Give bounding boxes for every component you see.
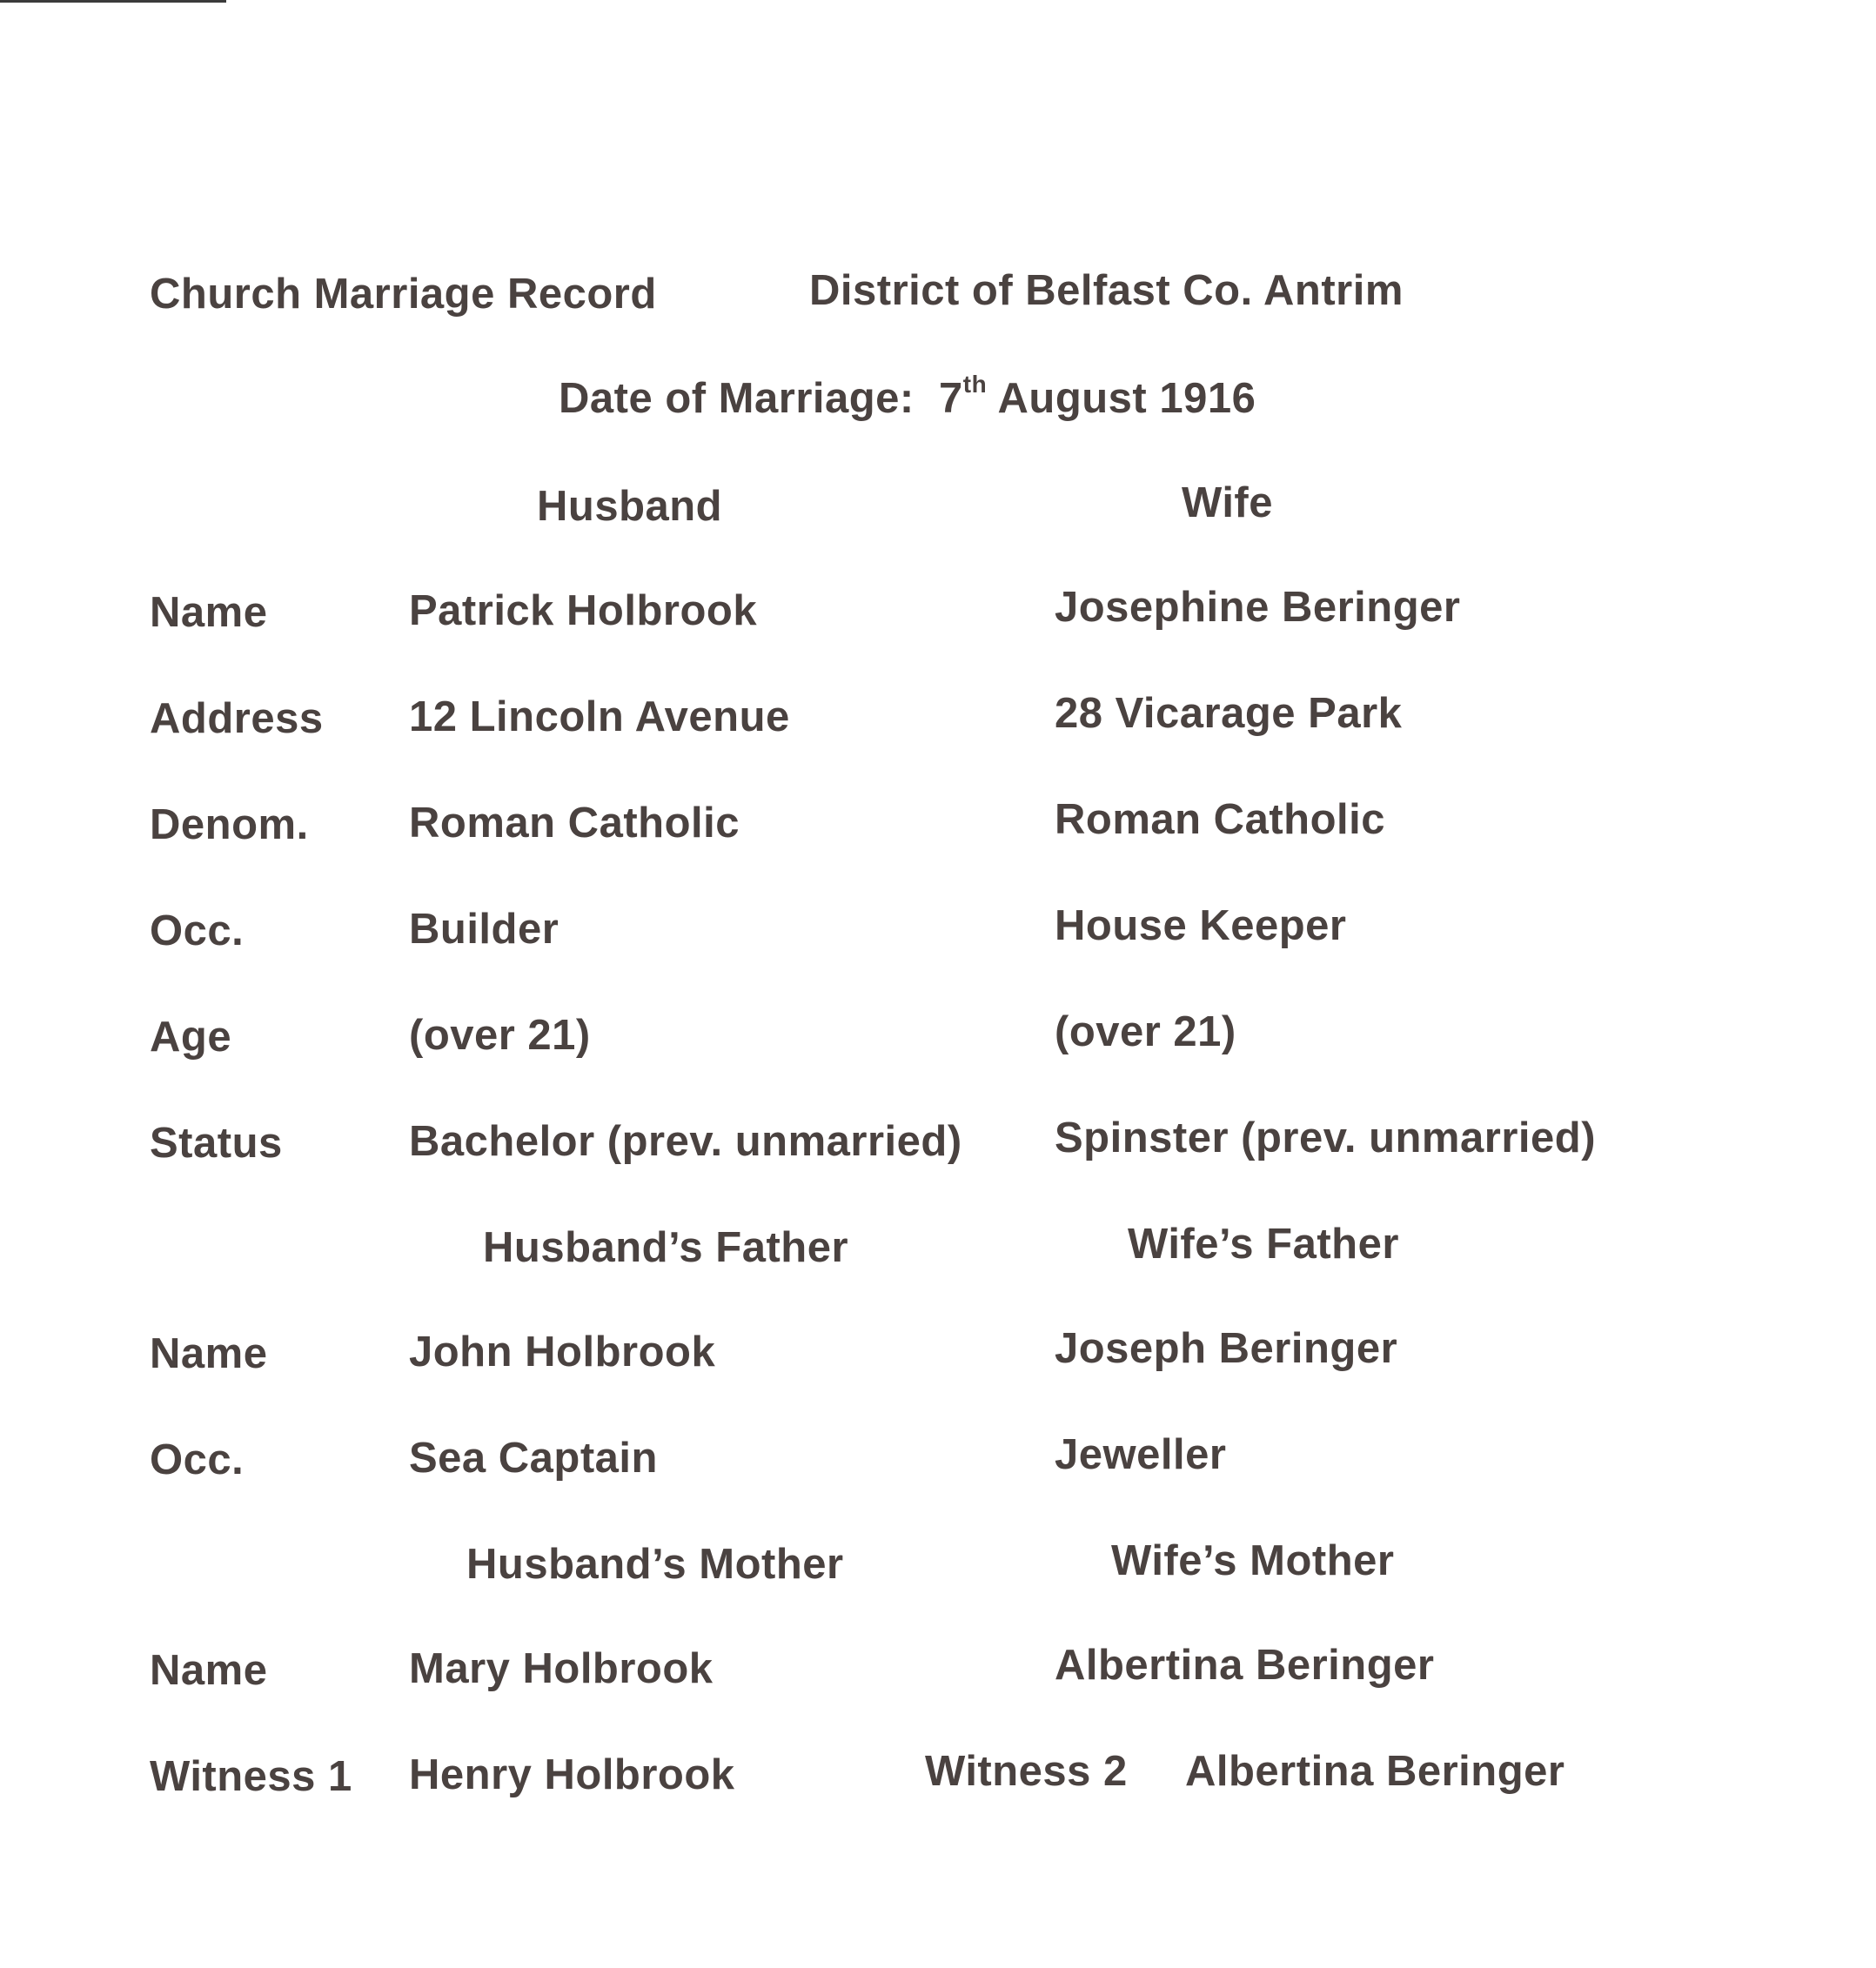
date-label: Date of Marriage: <box>559 375 915 422</box>
date-suffix: th <box>962 370 988 398</box>
witness1-name: Henry Holbrook <box>409 1751 735 1798</box>
wife-name: Josephine Beringer <box>1055 584 1461 631</box>
wife-occupation: House Keeper <box>1055 902 1347 949</box>
witness1-label: Witness 1 <box>150 1753 352 1800</box>
husband-age: (over 21) <box>409 1012 591 1059</box>
husband-father-heading: Husband’s Father <box>483 1224 849 1271</box>
scan-edge-mark <box>0 0 226 3</box>
husband-address: 12 Lincoln Avenue <box>409 693 790 740</box>
witness2-label: Witness 2 <box>925 1748 1128 1795</box>
wife-father-heading: Wife’s Father <box>1128 1221 1399 1268</box>
wife-denomination: Roman Catholic <box>1055 796 1385 843</box>
wife-father-name: Joseph Beringer <box>1055 1325 1398 1372</box>
husband-status: Bachelor (prev. unmarried) <box>409 1118 962 1165</box>
name-label: Name <box>150 589 268 636</box>
husband-father-name: John Holbrook <box>409 1329 716 1376</box>
wife-mother-heading: Wife’s Mother <box>1111 1537 1395 1584</box>
wife-status: Spinster (prev. unmarried) <box>1055 1115 1597 1161</box>
witness2-name: Albertina Beringer <box>1185 1748 1565 1795</box>
age-label: Age <box>150 1014 232 1061</box>
date-day: 7 <box>939 375 963 422</box>
address-label: Address <box>150 695 324 742</box>
husband-column-heading: Husband <box>537 483 723 530</box>
husband-father-occupation: Sea Captain <box>409 1435 658 1482</box>
wife-age: (over 21) <box>1055 1008 1236 1055</box>
wife-address: 28 Vicarage Park <box>1055 690 1403 737</box>
father-name-label: Name <box>150 1330 268 1377</box>
status-label: Status <box>150 1120 283 1167</box>
district-heading: District of Belfast Co. Antrim <box>809 267 1404 314</box>
husband-mother-name: Mary Holbrook <box>409 1645 714 1692</box>
husband-mother-heading: Husband’s Mother <box>466 1541 844 1588</box>
husband-name: Patrick Holbrook <box>409 587 758 634</box>
wife-column-heading: Wife <box>1182 479 1274 526</box>
date-of-marriage <box>559 372 1256 425</box>
mother-name-label: Name <box>150 1647 268 1694</box>
date-rest: August 1916 <box>997 375 1256 422</box>
wife-mother-name: Albertina Beringer <box>1055 1642 1435 1689</box>
husband-occupation: Builder <box>409 906 559 953</box>
occupation-label: Occ. <box>150 907 245 954</box>
wife-father-occupation: Jeweller <box>1055 1431 1227 1478</box>
record-type-heading: Church Marriage Record <box>150 271 657 318</box>
denomination-label: Denom. <box>150 801 309 848</box>
husband-denomination: Roman Catholic <box>409 800 740 847</box>
father-occupation-label: Occ. <box>150 1436 245 1483</box>
